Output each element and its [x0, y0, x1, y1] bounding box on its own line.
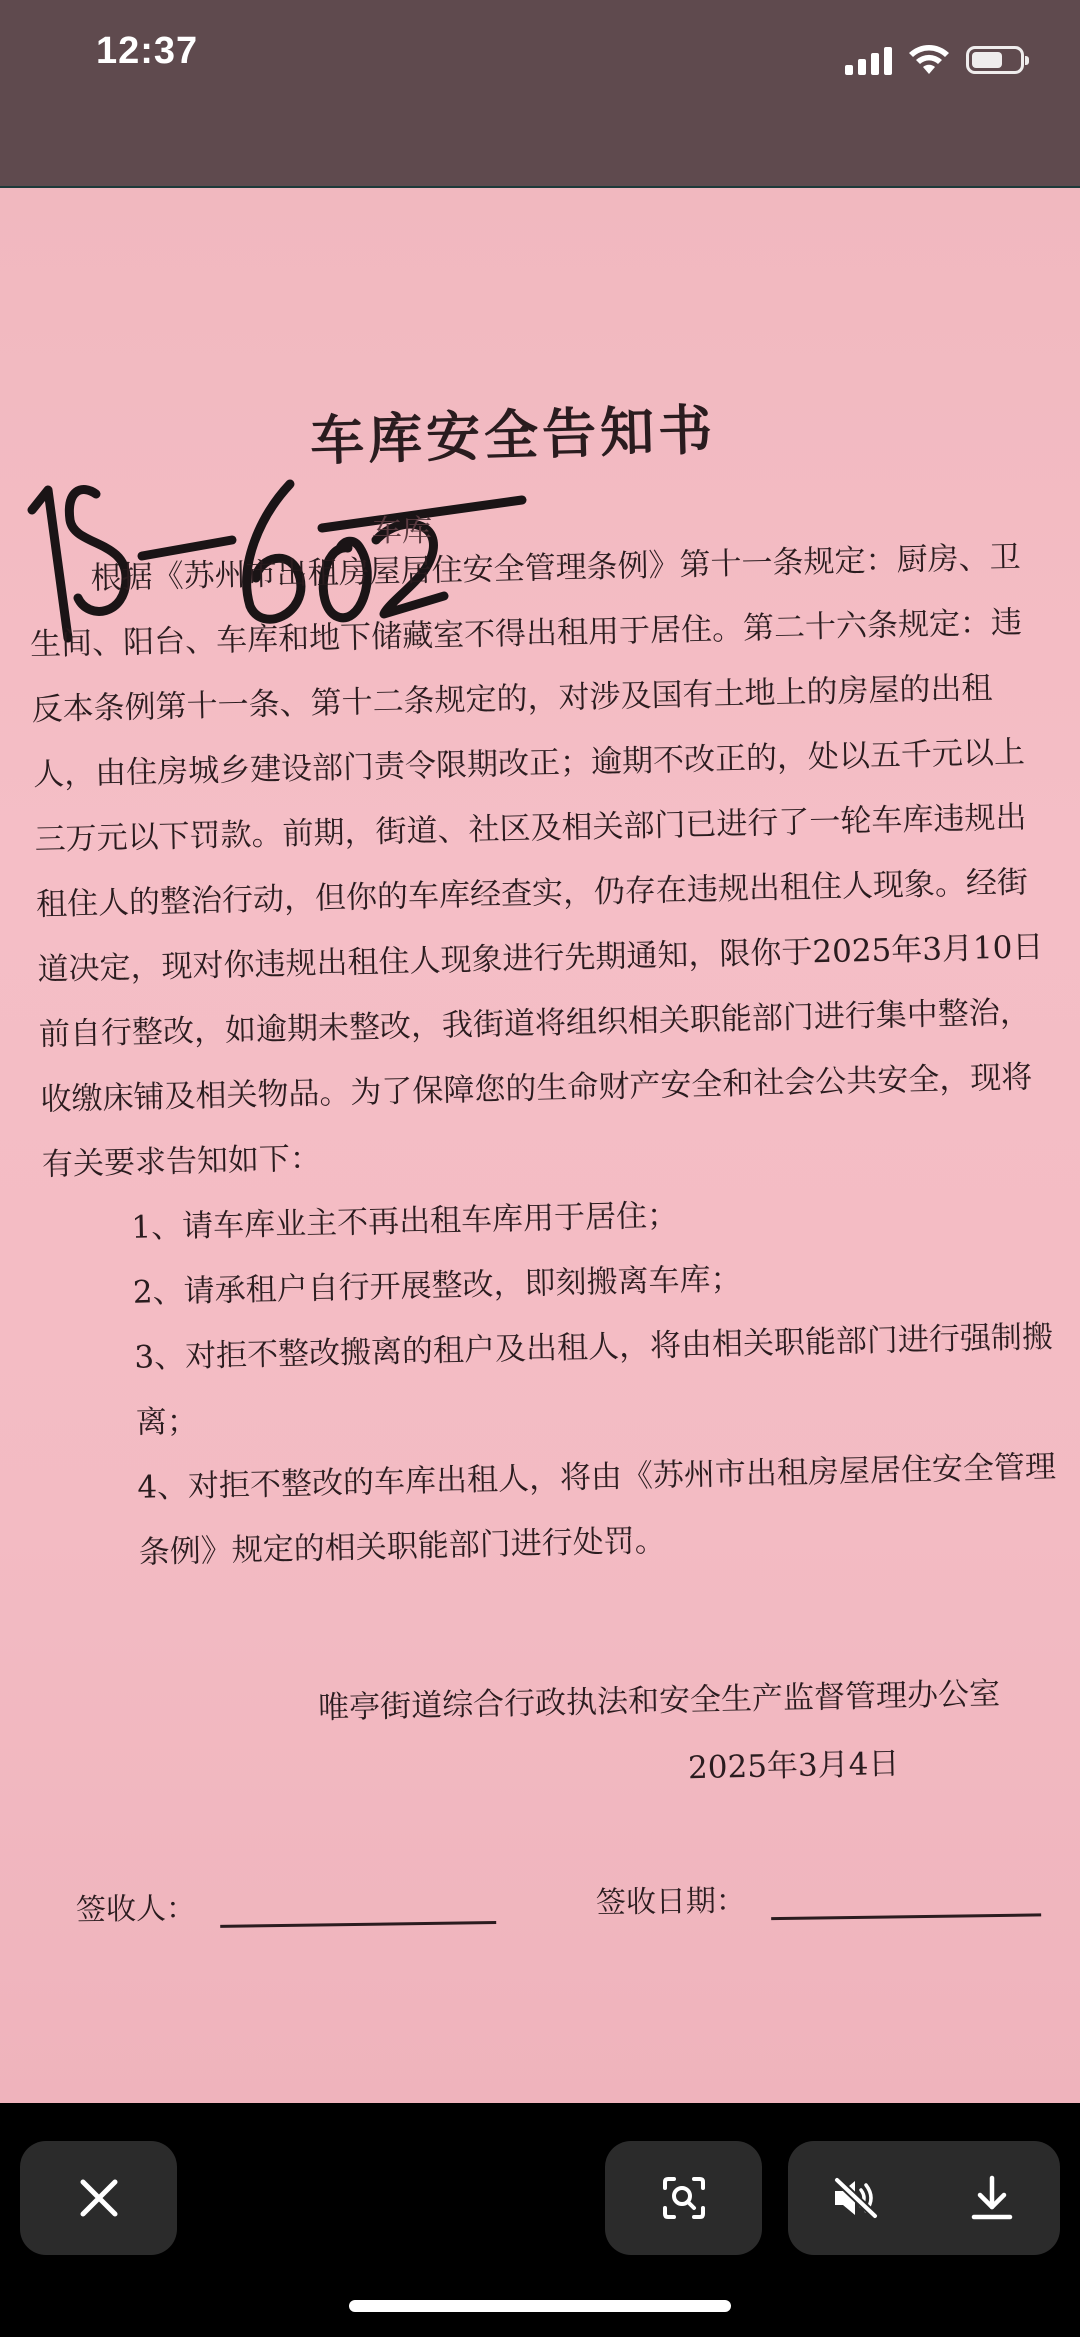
- wifi-icon: [908, 44, 950, 76]
- body-paragraph: 根据《苏州市出租房屋居住安全管理条例》第十一条规定：厨房、卫生间、阳台、车库和地下储藏室不得出租用于居住。第二十六条规定：违反本条例第十一条、第十二条规定的，对涉及国有土地上的房屋的出租人，由住房城乡建设部门责令限期改正；逾期不改正的，处以五千元以上三万元以下罚款。前期，街道、社区及相关部门已进行了一轮车库违规出租住人的整治行动，但你的车库经查实，仍存在违规出租住人现象。经街道决定，现对你违规出租住人现象进行先期通知，限你于2025年3月10日前自行整改，如逾期未整改，我街道将组织相关职能部门进行集中整治，收缴床铺及相关物品。为了保障您的生命财产安全和社会公共安全，现将有关要求告知如下：: [29, 539, 1044, 1183]
- receive-date-line: [771, 1913, 1041, 1920]
- garage-suffix: 车库: [372, 514, 432, 549]
- document-body: [28, 525, 1061, 1588]
- receipt-row: [76, 1871, 1057, 1945]
- receiver-label: 签收人：: [75, 1891, 197, 1928]
- cellular-signal-icon: [845, 45, 892, 75]
- status-time: 12:37: [96, 30, 199, 72]
- issuer-name: 唯亭街道综合行政执法和安全生产监督管理办公室: [317, 1675, 1001, 1727]
- document-title: 车库安全告知书: [309, 397, 717, 473]
- requirement-item-3: 3、对拒不整改搬离的租户及出租人，将由相关职能部门进行强制搬离；: [133, 1318, 1054, 1441]
- status-bar: [0, 0, 1080, 186]
- receive-date-label: 签收日期：: [595, 1883, 747, 1921]
- requirement-item-4: 4、对拒不整改的车库出租人，将由《苏州市出租房屋居住安全管理条例》规定的相关职能部门进行处罚。: [136, 1448, 1057, 1571]
- issue-date: 2025年3月4日: [687, 1745, 900, 1787]
- status-icons: [845, 38, 1024, 82]
- download-icon: [970, 2175, 1014, 2221]
- document-photo: [0, 188, 1080, 2103]
- requirement-item-1: 1、请车库业主不再出租车库用于居住；: [131, 1197, 679, 1246]
- speaker-muted-icon: [831, 2176, 881, 2220]
- close-button[interactable]: [20, 2141, 177, 2255]
- home-indicator[interactable]: [349, 2300, 731, 2312]
- requirement-item-2: 2、请承租户自行开展整改，即刻搬离车库；: [132, 1261, 742, 1311]
- download-button[interactable]: [924, 2141, 1060, 2255]
- media-actions-group: [788, 2141, 1060, 2255]
- visual-lookup-icon: [662, 2176, 706, 2220]
- receiver-signature-line: [220, 1921, 496, 1928]
- close-icon: [79, 2178, 119, 2218]
- visual-lookup-button[interactable]: [605, 2141, 762, 2255]
- mute-button[interactable]: [788, 2141, 924, 2255]
- battery-icon: [966, 46, 1024, 74]
